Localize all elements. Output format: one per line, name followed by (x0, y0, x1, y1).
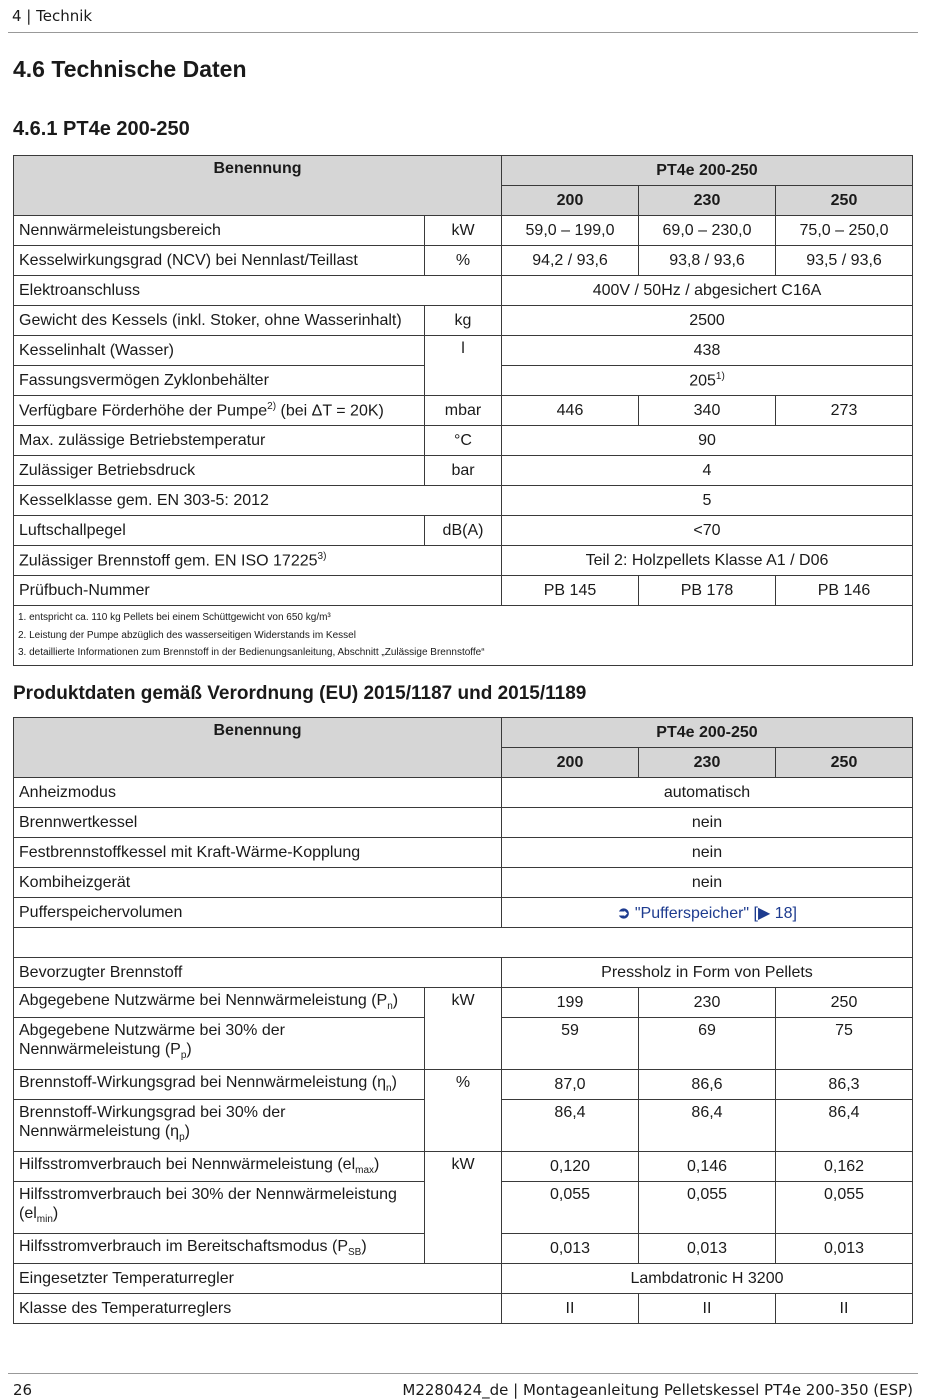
label-text: Abgegebene Nutzwärme bei Nennwärmeleistung (P (19, 992, 388, 1010)
row-label: Kesselinhalt (Wasser) (14, 336, 425, 366)
value: 438 (502, 336, 913, 366)
row-label: Bevorzugter Brennstoff (14, 958, 502, 988)
table-row (14, 246, 913, 276)
subscript: min (36, 1214, 53, 1226)
subscript: n (386, 1083, 392, 1095)
value: 59,0 – 199,0 (502, 216, 639, 246)
row-label: Pufferspeichervolumen (14, 898, 502, 928)
col-header-variant: 200 (502, 748, 639, 778)
unit: % (425, 246, 502, 276)
label-text: Nennwärmeleistung (P (19, 1041, 181, 1058)
unit: kW (425, 1152, 502, 1264)
value: 93,8 / 93,6 (639, 246, 776, 276)
link-page: 18] (770, 904, 797, 922)
table-row (14, 306, 913, 336)
value: II (776, 1294, 913, 1324)
label-text: Verfügbare Förderhöhe der Pumpe (19, 402, 268, 420)
row-label (14, 988, 425, 1018)
value (502, 366, 913, 396)
label-text: Hilfsstromverbrauch bei 30% der Nennwärmeleistung (19, 1186, 397, 1203)
col-header-model: PT4e 200-250 (502, 156, 913, 186)
value: 90 (502, 426, 913, 456)
footnote: 3. detaillierte Informationen zum Brennstoff in der Bedienungsanleitung, Abschnitt „Zulässige Brennstoffe“ (18, 647, 485, 658)
value: Lambdatronic H 3200 (502, 1264, 913, 1294)
value: 0,013 (639, 1234, 776, 1264)
value: 86,3 (776, 1070, 913, 1100)
row-label: Kombiheizgerät (14, 868, 502, 898)
table-row (14, 898, 913, 928)
label-text: Hilfsstromverbrauch bei Nennwärmeleistung (el (19, 1156, 356, 1174)
table-row (14, 396, 913, 426)
label-text: ) (361, 1238, 367, 1256)
row-label: Zulässiger Betriebsdruck (14, 456, 425, 486)
value: 250 (776, 988, 913, 1018)
row-label (14, 1100, 425, 1152)
row-label: Fassungsvermögen Zyklonbehälter (14, 366, 425, 396)
value: 400V / 50Hz / abgesichert C16A (502, 276, 913, 306)
value: 2500 (502, 306, 913, 336)
table-row (14, 868, 913, 898)
section-title: 4.6.1 PT4e 200-250 (13, 118, 190, 140)
footnote: 2. Leistung der Pumpe abzüglich des wasserseitigen Widerstands im Kessel (18, 629, 356, 641)
link-text: "Pufferspeicher" [ (634, 904, 758, 922)
table-row (14, 988, 913, 1018)
value: 199 (502, 988, 639, 1018)
page-number: 26 (13, 1381, 33, 1399)
value: 0,055 (776, 1182, 913, 1234)
unit: kg (425, 306, 502, 336)
value: 446 (502, 396, 639, 426)
label-text: Zulässiger Brennstoff gem. EN ISO 17225 (19, 552, 318, 570)
value-text: 205 (689, 372, 716, 390)
product-data-table (13, 717, 913, 1324)
value: 0,120 (502, 1152, 639, 1182)
table-row (14, 576, 913, 606)
value: 86,4 (502, 1100, 639, 1152)
value: 75,0 – 250,0 (776, 216, 913, 246)
table-row (14, 808, 913, 838)
value: 86,4 (776, 1100, 913, 1152)
table-row (14, 486, 913, 516)
value: Pressholz in Form von Pellets (502, 958, 913, 988)
unit: dB(A) (425, 516, 502, 546)
table-row (14, 276, 913, 306)
label-text: (bei ΔT = 20K) (276, 402, 384, 420)
subscript: SB (347, 1247, 362, 1259)
footnote-ref: 1) (715, 370, 725, 382)
value: 86,6 (639, 1070, 776, 1100)
label-text: Nennwärmeleistung (η (19, 1123, 180, 1140)
value: <70 (502, 516, 913, 546)
col-header-variant: 230 (639, 186, 776, 216)
col-header-benennung: Benennung (14, 156, 502, 216)
value: 75 (776, 1018, 913, 1070)
label-text: (el (19, 1205, 37, 1222)
footnote-ref: 3) (317, 550, 327, 562)
label-text: Brennstoff-Wirkungsgrad bei 30% der (19, 1104, 286, 1121)
header-rule (8, 32, 918, 33)
table-row (14, 456, 913, 486)
row-label (14, 1018, 425, 1070)
footer-rule (8, 1373, 918, 1374)
unit: % (425, 1070, 502, 1152)
value: 69,0 – 230,0 (639, 216, 776, 246)
value: nein (502, 868, 913, 898)
page-title: 4.6 Technische Daten (13, 56, 247, 82)
table-row (14, 1294, 913, 1324)
row-label: Nennwärmeleistungsbereich (14, 216, 425, 246)
pufferspeicher-link[interactable] (502, 898, 913, 928)
col-header-benennung: Benennung (14, 718, 502, 778)
row-label: Klasse des Temperaturreglers (14, 1294, 502, 1324)
row-label (14, 546, 502, 576)
empty-row (14, 928, 913, 958)
value: 273 (776, 396, 913, 426)
value: 340 (639, 396, 776, 426)
table-row (14, 516, 913, 546)
value: 230 (639, 988, 776, 1018)
table-row (14, 838, 913, 868)
link-arrow-icon: ➲ (617, 904, 631, 922)
value: 0,055 (502, 1182, 639, 1234)
value: 0,055 (639, 1182, 776, 1234)
value: 0,162 (776, 1152, 913, 1182)
value: II (639, 1294, 776, 1324)
value: 5 (502, 486, 913, 516)
row-label: Max. zulässige Betriebstemperatur (14, 426, 425, 456)
col-header-variant: 230 (639, 748, 776, 778)
unit: °C (425, 426, 502, 456)
label-text: ) (391, 1074, 397, 1092)
technical-data-table (13, 155, 913, 666)
unit: kW (425, 216, 502, 246)
value: Teil 2: Holzpellets Klasse A1 / D06 (502, 546, 913, 576)
value: 87,0 (502, 1070, 639, 1100)
value: PB 145 (502, 576, 639, 606)
value: 0,013 (502, 1234, 639, 1264)
unit: kW (425, 988, 502, 1070)
label-text: Hilfsstromverbrauch im Bereitschaftsmodus (P (19, 1238, 348, 1256)
running-header: 4 | Technik (12, 7, 93, 25)
row-label: Kesselwirkungsgrad (NCV) bei Nennlast/Teillast (14, 246, 425, 276)
value: PB 178 (639, 576, 776, 606)
row-label: Brennwertkessel (14, 808, 502, 838)
value: nein (502, 838, 913, 868)
row-label: Gewicht des Kessels (inkl. Stoker, ohne Wasserinhalt) (14, 306, 425, 336)
value: 94,2 / 93,6 (502, 246, 639, 276)
unit: bar (425, 456, 502, 486)
row-label: Anheizmodus (14, 778, 502, 808)
row-label: Prüfbuch-Nummer (14, 576, 502, 606)
footnotes-row (14, 606, 913, 666)
empty-cell (14, 928, 913, 958)
value: 0,146 (639, 1152, 776, 1182)
row-label: Luftschallpegel (14, 516, 425, 546)
value: PB 146 (776, 576, 913, 606)
subscript: p (180, 1050, 187, 1062)
label-text: ) (52, 1205, 59, 1222)
col-header-model: PT4e 200-250 (502, 718, 913, 748)
row-label (14, 1182, 425, 1234)
value: II (502, 1294, 639, 1324)
row-label: Elektroanschluss (14, 276, 502, 306)
table-row (14, 546, 913, 576)
col-header-variant: 250 (776, 186, 913, 216)
footnote-ref: 2) (267, 400, 277, 412)
subscript: n (387, 1001, 393, 1013)
table-row (14, 1070, 913, 1100)
table-row (14, 426, 913, 456)
value: 69 (639, 1018, 776, 1070)
table-row (14, 216, 913, 246)
table-row (14, 958, 913, 988)
subscript: p (179, 1132, 185, 1144)
page-arrow-icon: ▶ (757, 904, 771, 922)
row-label: Eingesetzter Temperaturregler (14, 1264, 502, 1294)
unit: mbar (425, 396, 502, 426)
value: 4 (502, 456, 913, 486)
value: 0,013 (776, 1234, 913, 1264)
table-row (14, 336, 913, 366)
value: 86,4 (639, 1100, 776, 1152)
label-text: ) (184, 1123, 190, 1140)
value: 59 (502, 1018, 639, 1070)
table-row (14, 778, 913, 808)
unit: l (425, 336, 502, 396)
value: automatisch (502, 778, 913, 808)
label-text: ) (374, 1156, 380, 1174)
row-label: Festbrennstoffkessel mit Kraft-Wärme-Kopplung (14, 838, 502, 868)
subscript: max (355, 1165, 375, 1177)
footnotes (14, 606, 913, 666)
value: 93,5 / 93,6 (776, 246, 913, 276)
document-id: M2280424_de | Montageanleitung Pelletskessel PT4e 200-350 (ESP) (402, 1381, 913, 1399)
label-text: Brennstoff-Wirkungsgrad bei Nennwärmeleistung (η (19, 1074, 386, 1092)
row-label (14, 396, 425, 426)
label-text: ) (392, 992, 399, 1010)
row-label (14, 1234, 425, 1264)
value: nein (502, 808, 913, 838)
col-header-variant: 250 (776, 748, 913, 778)
label-text: ) (186, 1041, 192, 1058)
row-label (14, 1152, 425, 1182)
footnote: 1. entspricht ca. 110 kg Pellets bei einem Schüttgewicht von 650 kg/m³ (18, 612, 331, 623)
label-text: Abgegebene Nutzwärme bei 30% der (19, 1022, 285, 1039)
row-label (14, 1070, 425, 1100)
col-header-variant: 200 (502, 186, 639, 216)
row-label: Kesselklasse gem. EN 303-5: 2012 (14, 486, 502, 516)
table-row (14, 1264, 913, 1294)
section-title: Produktdaten gemäß Verordnung (EU) 2015/1187 und 2015/1189 (13, 683, 587, 704)
table-row (14, 1152, 913, 1182)
